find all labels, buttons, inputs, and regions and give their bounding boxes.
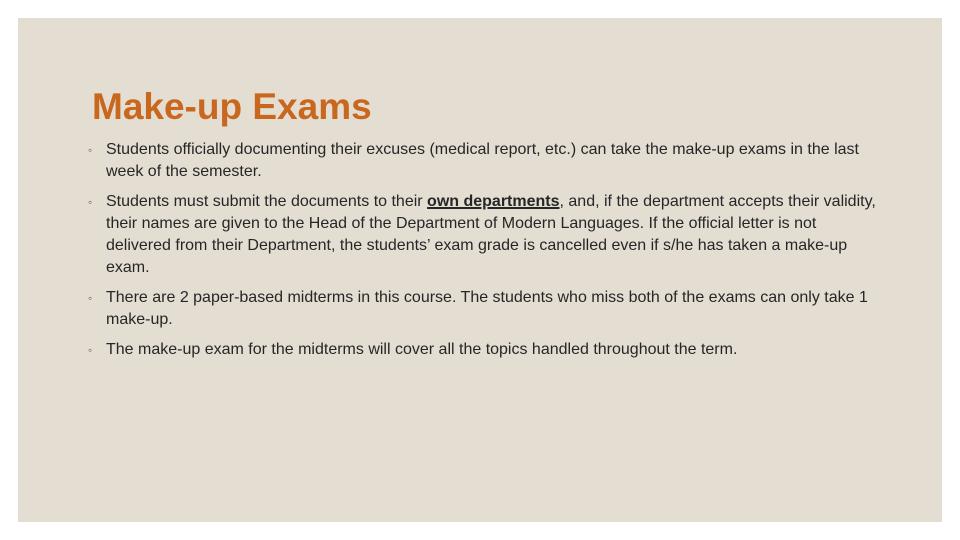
bullet-text-end: , and, if the department accepts their validity, their names are given to the Head of the Department of Modern Languages. If the official letter is not delivered from their Department, the students’ exam grade is cancelled even if s/he has taken a make-up exam. — [106, 193, 876, 276]
bullet-marker-icon: ◦ — [88, 195, 93, 209]
bullet-text: Students officially documenting their excuses (medical report, etc.) can take the make-up exams in the last week of the semester. — [106, 141, 859, 180]
bullet-marker-icon: ◦ — [88, 343, 93, 357]
bullet-text: The make-up exam for the midterms will cover all the topics handled throughout the term. — [106, 341, 738, 358]
bullet-item — [88, 287, 878, 331]
slide-title: Make-up Exams — [92, 86, 372, 127]
bullet-marker-icon: ◦ — [88, 291, 93, 305]
bullet-list — [88, 139, 878, 369]
bullet-text-start: Students must submit the documents to their — [106, 193, 428, 210]
bullet-marker-icon: ◦ — [88, 143, 93, 157]
bullet-item — [88, 139, 878, 183]
bullet-item — [88, 339, 878, 361]
slide — [18, 18, 942, 522]
bullet-emphasis: own departments — [427, 193, 560, 210]
bullet-text: There are 2 paper-based midterms in this course. The students who miss both of the exams can only take 1 make-up. — [106, 289, 868, 328]
bullet-item — [88, 191, 878, 279]
